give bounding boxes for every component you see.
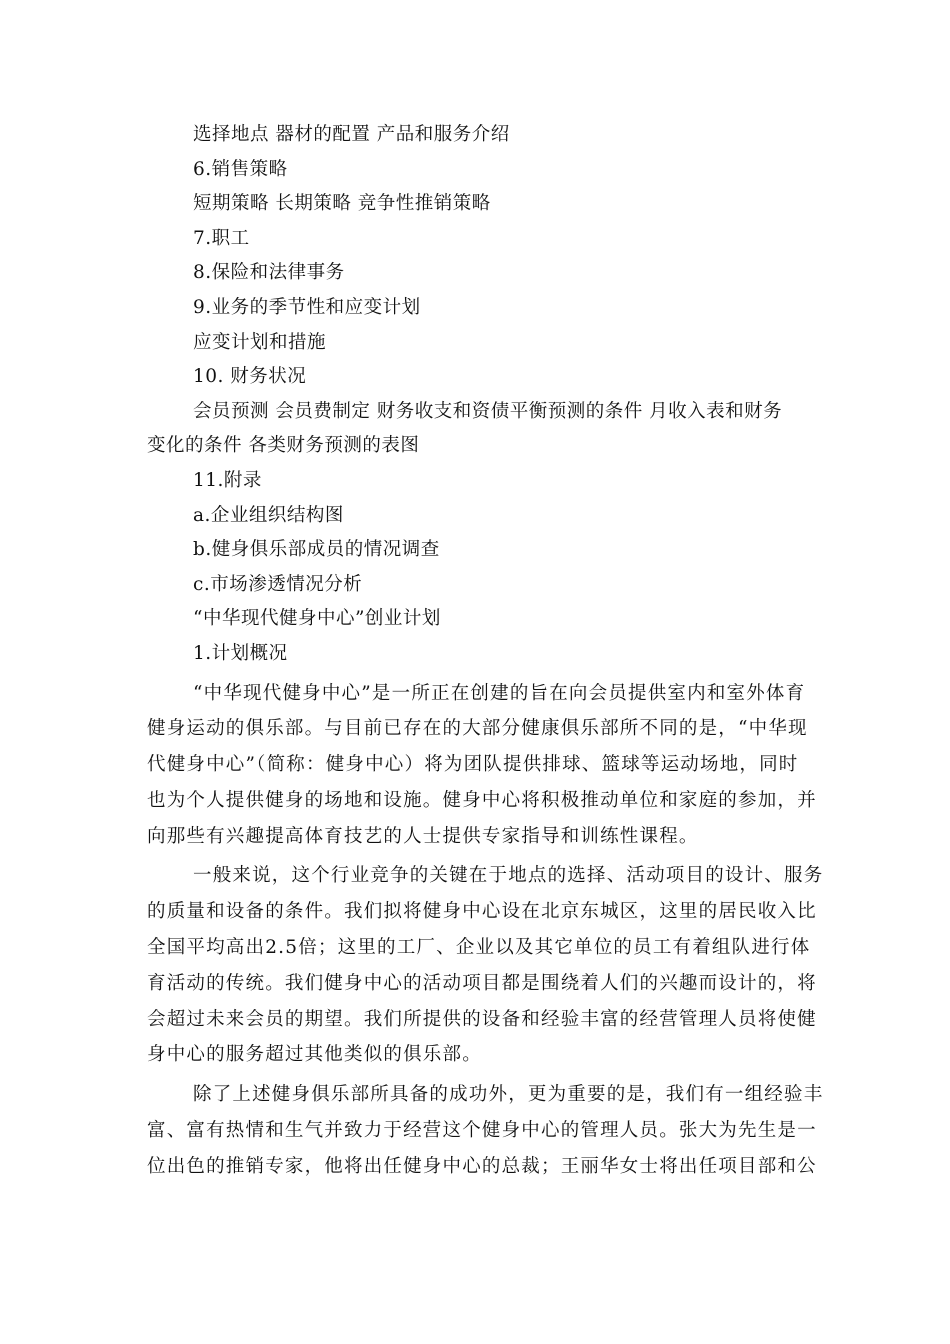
list-item: b.健身俱乐部成员的情况调查 <box>193 539 440 561</box>
document-title: “中华现代健身中心”创业计划 <box>193 608 441 630</box>
text-line: 应变计划和措施 <box>193 331 327 353</box>
paragraph-line: 的质量和设备的条件。我们拟将健身中心设在北京东城区，这里的居民收入比 <box>147 901 817 923</box>
paragraph-line: 健身运动的俱乐部。与目前已存在的大部分健康俱乐部所不同的是，“中华现 <box>147 718 808 740</box>
paragraph-line: 位出色的推销专家，他将出任健身中心的总裁；王丽华女士将出任项目部和公 <box>147 1155 817 1177</box>
paragraph-line: 向那些有兴趣提高体育技艺的人士提供专家指导和训练性课程。 <box>147 825 699 847</box>
list-item: c.市场渗透情况分析 <box>193 573 363 595</box>
text-line: 变化的条件 各类财务预测的表图 <box>147 435 420 457</box>
section-heading: 1.计划概况 <box>193 642 288 664</box>
paragraph-line: 代健身中心”（简称：健身中心）将为团队提供排球、篮球等运动场地，同时 <box>147 754 799 776</box>
section-heading: 7.职工 <box>193 227 250 249</box>
section-heading: 8.保险和法律事务 <box>193 262 345 284</box>
text-line: 短期策略 长期策略 竞争性推销策略 <box>193 193 491 215</box>
list-item: a.企业组织结构图 <box>193 504 344 526</box>
section-heading: 9.业务的季节性和应变计划 <box>193 296 421 318</box>
text-line: 选择地点 器材的配置 产品和服务介绍 <box>193 124 510 145</box>
section-heading: 6.销售策略 <box>193 158 288 180</box>
paragraph-line: 一般来说，这个行业竞争的关键在于地点的选择、活动项目的设计、服务 <box>193 865 824 887</box>
paragraph-competition <box>147 858 824 1073</box>
paragraph-management <box>147 1077 824 1184</box>
paragraph-overview <box>147 676 817 855</box>
paragraph-line: 会超过未来会员的期望。我们所提供的设备和经验丰富的经营管理人员将使健 <box>147 1008 817 1030</box>
paragraph-line: 富、富有热情和生气并致力于经营这个健身中心的管理人员。张大为先生是一 <box>147 1120 817 1142</box>
paragraph-line: 除了上述健身俱乐部所具备的成功外，更为重要的是，我们有一组经验丰 <box>193 1084 824 1106</box>
paragraph-line: 身中心的服务超过其他类似的俱乐部。 <box>147 1044 482 1066</box>
paragraph-line: 全国平均高出2.5倍；这里的工厂、企业以及其它单位的员工有着组队进行体 <box>147 937 811 959</box>
paragraph-line: “中华现代健身中心”是一所正在创建的旨在向会员提供室内和室外体育 <box>193 682 806 704</box>
section-heading: 10. 财务状况 <box>193 366 307 388</box>
paragraph-line: 育活动的传统。我们健身中心的活动项目都是围绕着人们的兴趣而设计的，将 <box>147 972 817 994</box>
paragraph-line: 也为个人提供健身的场地和设施。健身中心将积极推动单位和家庭的参加，并 <box>147 789 817 811</box>
document-body <box>147 118 824 1185</box>
text-line: 会员预测 会员费制定 财务收支和资债平衡预测的条件 月收入表和财务 <box>193 400 783 422</box>
section-heading: 11.附录 <box>193 469 262 491</box>
